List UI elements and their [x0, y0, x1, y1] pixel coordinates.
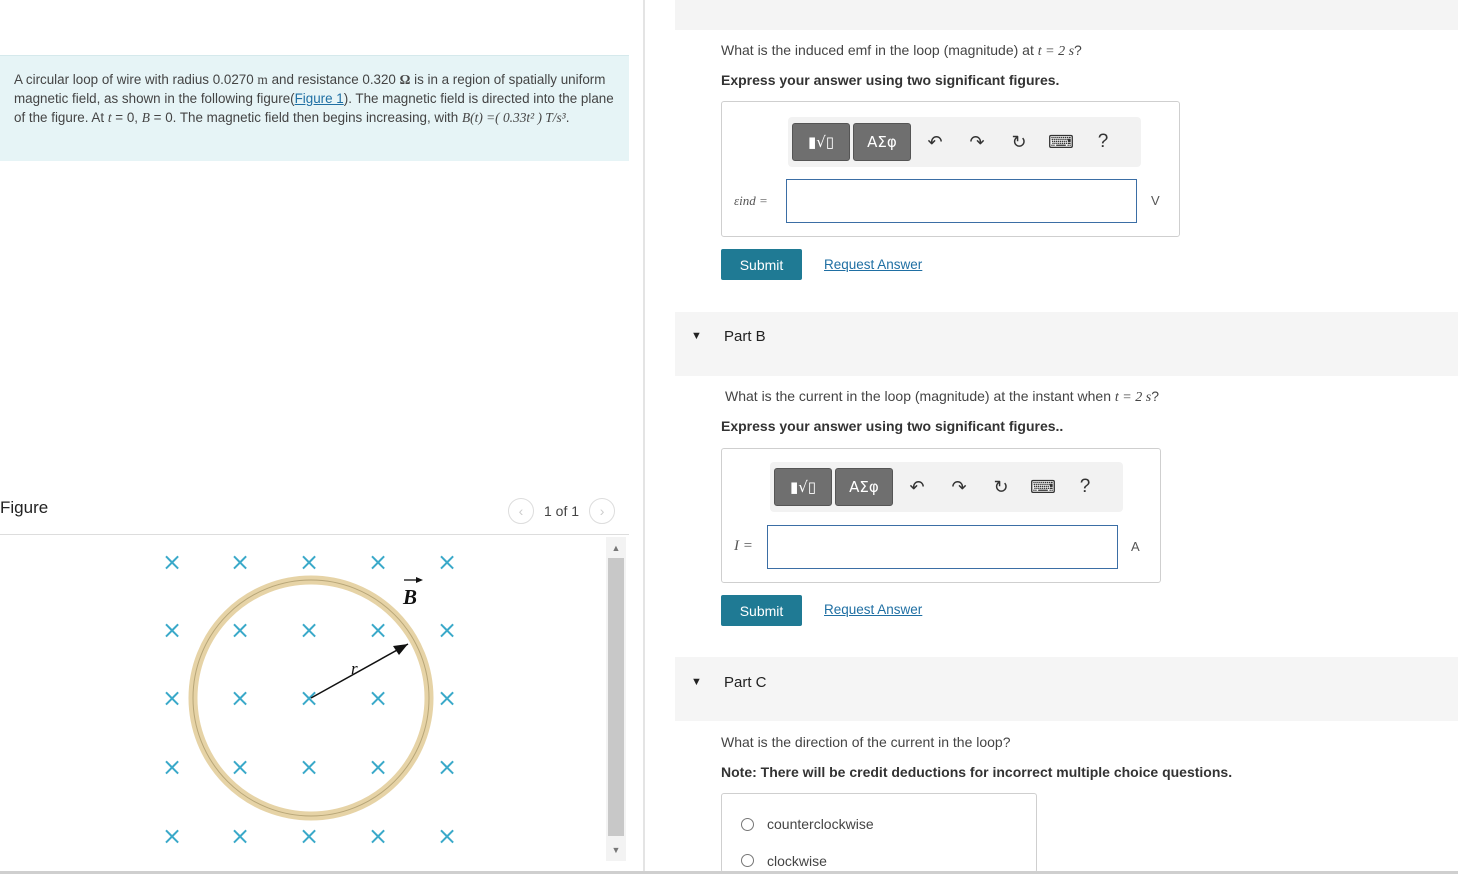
field-cross-mark: ×: [229, 822, 251, 850]
caret-down-icon[interactable]: ▼: [691, 676, 702, 688]
field-cross-mark: ×: [298, 616, 320, 644]
radius-arrowhead: [393, 644, 408, 655]
part-b-math-toolbar: [770, 462, 1123, 512]
part-b-header[interactable]: [675, 312, 1458, 376]
part-a-submit-button[interactable]: Submit: [721, 249, 802, 280]
part-c-header[interactable]: [675, 657, 1458, 721]
radio-clockwise[interactable]: [741, 854, 754, 867]
field-cross-mark: ×: [367, 753, 389, 781]
undo-icon[interactable]: ↶: [909, 476, 925, 497]
scroll-up-icon[interactable]: ▲: [611, 543, 621, 553]
part-b-instruction: Express your answer using two significant figures..: [721, 418, 1064, 434]
emf-label: εind =: [734, 193, 768, 208]
field-formula: B(t) =( 0.33t² ) T/s³: [461, 110, 566, 125]
problem-text: = 0. The magnetic field then begins increasing, with: [153, 110, 459, 125]
question-suffix: ?: [1074, 42, 1082, 58]
pane-divider: [643, 0, 645, 874]
chevron-right-icon: ›: [599, 503, 605, 519]
part-c-question: What is the direction of the current in the loop?: [721, 734, 1011, 750]
problem-text: .: [565, 110, 570, 125]
field-cross-mark: ×: [298, 548, 320, 576]
template-button[interactable]: [792, 123, 850, 161]
part-c-title: Part C: [724, 674, 767, 691]
field-cross-mark: ×: [229, 753, 251, 781]
prev-figure-button[interactable]: [508, 498, 534, 524]
redo-icon[interactable]: ↷: [951, 476, 967, 497]
chevron-left-icon: ‹: [518, 503, 524, 519]
field-label: B: [403, 585, 418, 609]
field-cross-mark: ×: [436, 822, 458, 850]
field-cross-mark: ×: [298, 753, 320, 781]
radius-label: r: [351, 659, 358, 678]
problem-text: ). The magnetic field is directed into the plane of the figure. At: [14, 91, 614, 125]
unit-meters: m: [257, 72, 268, 87]
keyboard-icon[interactable]: ⌨: [1030, 476, 1056, 497]
field-cross-mark: ×: [367, 548, 389, 576]
part-a-instruction: Express your answer using two significant figures.: [721, 72, 1060, 88]
field-cross-mark: ×: [367, 684, 389, 712]
part-b-submit-button[interactable]: Submit: [721, 595, 802, 626]
field-cross-mark: ×: [298, 684, 320, 712]
field-cross-mark: ×: [436, 684, 458, 712]
emf-unit: V: [1151, 193, 1160, 208]
question-math: t = 2 s: [1037, 44, 1075, 59]
next-figure-button[interactable]: [589, 498, 615, 524]
part-a-math-toolbar: [788, 117, 1141, 167]
problem-text: and resistance 0.320: [271, 72, 396, 87]
fraction-root-icon: ▮√▯: [807, 133, 835, 151]
current-unit: A: [1131, 539, 1140, 554]
part-c-note: Note: There will be credit deductions for incorrect multiple choice questions.: [721, 764, 1233, 780]
current-answer-input[interactable]: [767, 525, 1118, 569]
field-cross-mark: ×: [436, 548, 458, 576]
field-cross-mark: ×: [436, 753, 458, 781]
figure-nav: [508, 497, 615, 525]
keyboard-icon[interactable]: ⌨: [1048, 131, 1074, 152]
field-cross-mark: ×: [161, 548, 183, 576]
field-cross-mark: ×: [367, 822, 389, 850]
unit-ohms: Ω: [399, 72, 411, 87]
problem-text: A circular loop of wire with radius 0.0270: [14, 72, 254, 87]
greek-icon: ΑΣφ: [849, 478, 879, 496]
radio-counterclockwise[interactable]: [741, 818, 754, 831]
part-b-title: Part B: [724, 328, 766, 345]
field-cross-mark: ×: [161, 684, 183, 712]
var-t: t: [107, 110, 112, 125]
var-b: B: [141, 110, 150, 125]
field-cross-mark: ×: [161, 753, 183, 781]
question-math: t = 2 s: [1114, 390, 1152, 405]
figure-title: Figure: [0, 498, 49, 517]
question-text: What is the current in the loop (magnitude) at the instant when: [725, 388, 1111, 404]
figure-link[interactable]: Figure 1: [294, 91, 344, 106]
reset-icon[interactable]: ↻: [1011, 131, 1027, 152]
figure-counter: 1 of 1: [544, 503, 580, 519]
figure-divider: [0, 534, 629, 535]
greek-icon: ΑΣφ: [867, 133, 897, 151]
scroll-down-icon[interactable]: ▼: [611, 845, 621, 855]
field-cross-mark: ×: [161, 616, 183, 644]
part-a-question: [721, 42, 1082, 60]
caret-down-icon[interactable]: ▼: [691, 330, 702, 342]
field-cross-mark: ×: [229, 684, 251, 712]
option-clockwise-label[interactable]: clockwise: [767, 853, 827, 869]
fraction-root-icon: ▮√▯: [789, 478, 817, 496]
problem-statement: [0, 55, 629, 161]
question-suffix: ?: [1151, 388, 1159, 404]
field-cross-mark: ×: [367, 616, 389, 644]
radius-arrow: [311, 644, 408, 698]
greek-symbols-button[interactable]: [853, 123, 911, 161]
help-icon[interactable]: ?: [1097, 131, 1109, 152]
question-text: What is the induced emf in the loop (magnitude) at: [721, 42, 1034, 58]
part-b-question: [725, 388, 1159, 406]
undo-icon[interactable]: ↶: [927, 131, 943, 152]
current-label: I =: [734, 538, 753, 554]
scrollbar-thumb[interactable]: [608, 558, 624, 836]
field-cross-mark: ×: [229, 616, 251, 644]
problem-text: is in a region of spatially uniform magnetic field, as shown in the following figure(: [14, 72, 606, 106]
template-button[interactable]: [774, 468, 832, 506]
problem-text: = 0,: [115, 110, 138, 125]
field-cross-mark: ×: [161, 822, 183, 850]
help-icon[interactable]: ?: [1079, 476, 1091, 497]
field-cross-mark: ×: [436, 616, 458, 644]
part-b-request-answer-link[interactable]: Request Answer: [824, 602, 923, 617]
field-cross-mark: ×: [298, 822, 320, 850]
greek-symbols-button[interactable]: [835, 468, 893, 506]
vector-arrowhead: [416, 577, 423, 583]
reset-icon[interactable]: ↻: [993, 476, 1009, 497]
redo-icon[interactable]: ↷: [969, 131, 985, 152]
emf-answer-input[interactable]: [786, 179, 1137, 223]
part-a-header-strip: [675, 0, 1458, 30]
part-a-request-answer-link[interactable]: Request Answer: [824, 257, 923, 272]
field-cross-mark: ×: [229, 548, 251, 576]
option-counterclockwise-label[interactable]: counterclockwise: [767, 816, 874, 832]
figure-image: [140, 540, 480, 860]
